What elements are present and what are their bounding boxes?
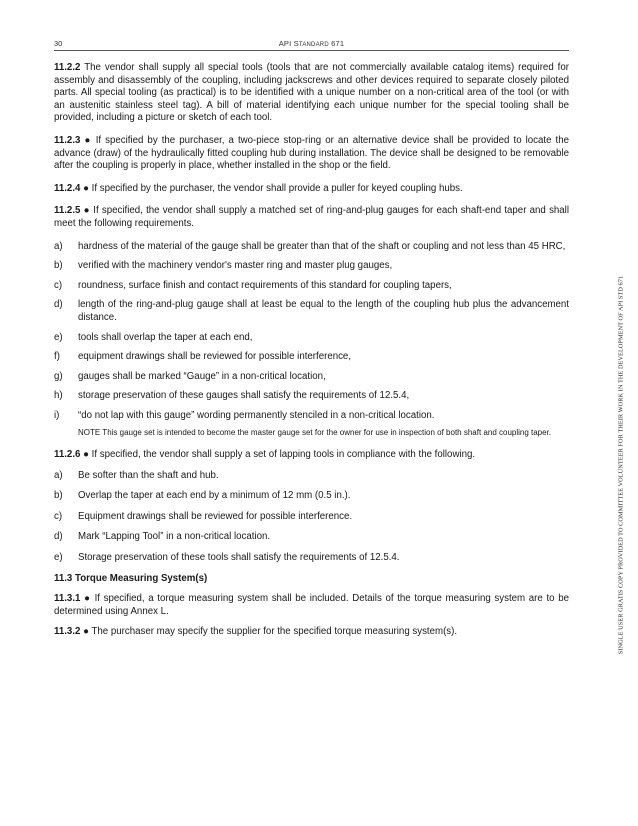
list-item: h) storage preservation of these gauges shall satisfy the requirements of 12.5.4, (54, 390, 410, 402)
list-item: i) “do not lap with this gauge” wording permanently stenciled in a non-critical location. (54, 409, 435, 421)
list-item: c) Equipment drawings shall be reviewed for possible interference. (54, 510, 353, 522)
running-title: API STANDARD 671 (278, 39, 345, 48)
section-heading-11-3: 11.3 Torque Measuring System(s) (54, 572, 208, 584)
list-item: b) Overlap the taper at each end by a minimum of 12 mm (0.5 in.). (54, 490, 351, 502)
clause-11-2-5: 11.2.5 ● If specified, the vendor shall supply a matched set of ring-and-plug gauges for each shaft-end taper and shall meet the following requirements. (54, 205, 569, 229)
side-watermark-text: SINGLE USER GRATIS COPY PROVIDED TO COMMITTEE VOLUNTEER FOR THEIR WORK IN THE DEVELOPMENT OF API STD 671 (617, 275, 625, 655)
side-watermark (614, 155, 628, 775)
clause-11-2-4: 11.2.4 ● If specified by the purchaser, the vendor shall provide a puller for keyed coupling hubs. (54, 182, 463, 194)
page-header (54, 39, 569, 49)
list-item: b) verified with the machinery vendor's master ring and master plug gauges, (54, 260, 393, 272)
list-item: e) tools shall overlap the taper at each end, (54, 331, 253, 343)
list-item: d) Mark “Lapping Tool” in a non-critical location. (54, 531, 271, 543)
page-body (54, 62, 569, 639)
list-item: c) roundness, surface finish and contact requirements of this standard for coupling tapers, (54, 279, 452, 291)
header-rule (54, 50, 569, 51)
clause-11-3-2: 11.3.2 ● The purchaser may specify the supplier for the specified torque measuring system(s). (54, 626, 458, 638)
list-item: g) gauges shall be marked “Gauge” in a non-critical location, (54, 370, 326, 382)
list-item: a) Be softer than the shaft and hub. (54, 469, 219, 481)
list-item: d) length of the ring-and-plug gauge shall at least be equal to the length of the coupling hub plus the advancement distance. (54, 299, 569, 323)
list-item: a) hardness of the material of the gauge shall be greater than that of the shaft or coupling and not less than 45 HRC, (54, 240, 566, 252)
list-item: f) equipment drawings shall be reviewed for possible interference, (54, 351, 352, 363)
clause-11-2-6: 11.2.6 ● If specified, the vendor shall supply a set of lapping tools in compliance with the following. (54, 448, 476, 460)
clause-11-2-2: 11.2.2 The vendor shall supply all special tools (tools that are not commercially available catalog items) required for assembly and disassembly of the coupling, including jackscrews and other devices required to separate closely piloted parts. All special tooling (as practical) is to be identified with a unique number on a non-critical area of the tool (or with an austenitic stainless steel tag). A bill of material identifying each unique number for the special tooling shall be provided, including a picture or sketch of each tool. (54, 62, 569, 124)
note: NOTE This gauge set is intended to become the master gauge set for the owner for use in inspection of both shaft and coupling taper. (78, 428, 552, 438)
clause-11-2-3: 11.2.3 ● If specified by the purchaser, a two-piece stop-ring or an alternative device shall be provided to locate the advance (draw) of the hydraulically fitted coupling hub during installation. The device shall be designed to be removable after the coupling is properly in place, whether installed in the shop or the field. (54, 134, 569, 172)
list-item: e) Storage preservation of these tools shall satisfy the requirements of 12.5.4. (54, 551, 400, 563)
clause-11-3-1: 11.3.1 ● If specified, a torque measuring system shall be included. Details of the torque measuring system are to be determined using Annex L. (54, 593, 569, 617)
page-number: 30 (54, 39, 63, 48)
